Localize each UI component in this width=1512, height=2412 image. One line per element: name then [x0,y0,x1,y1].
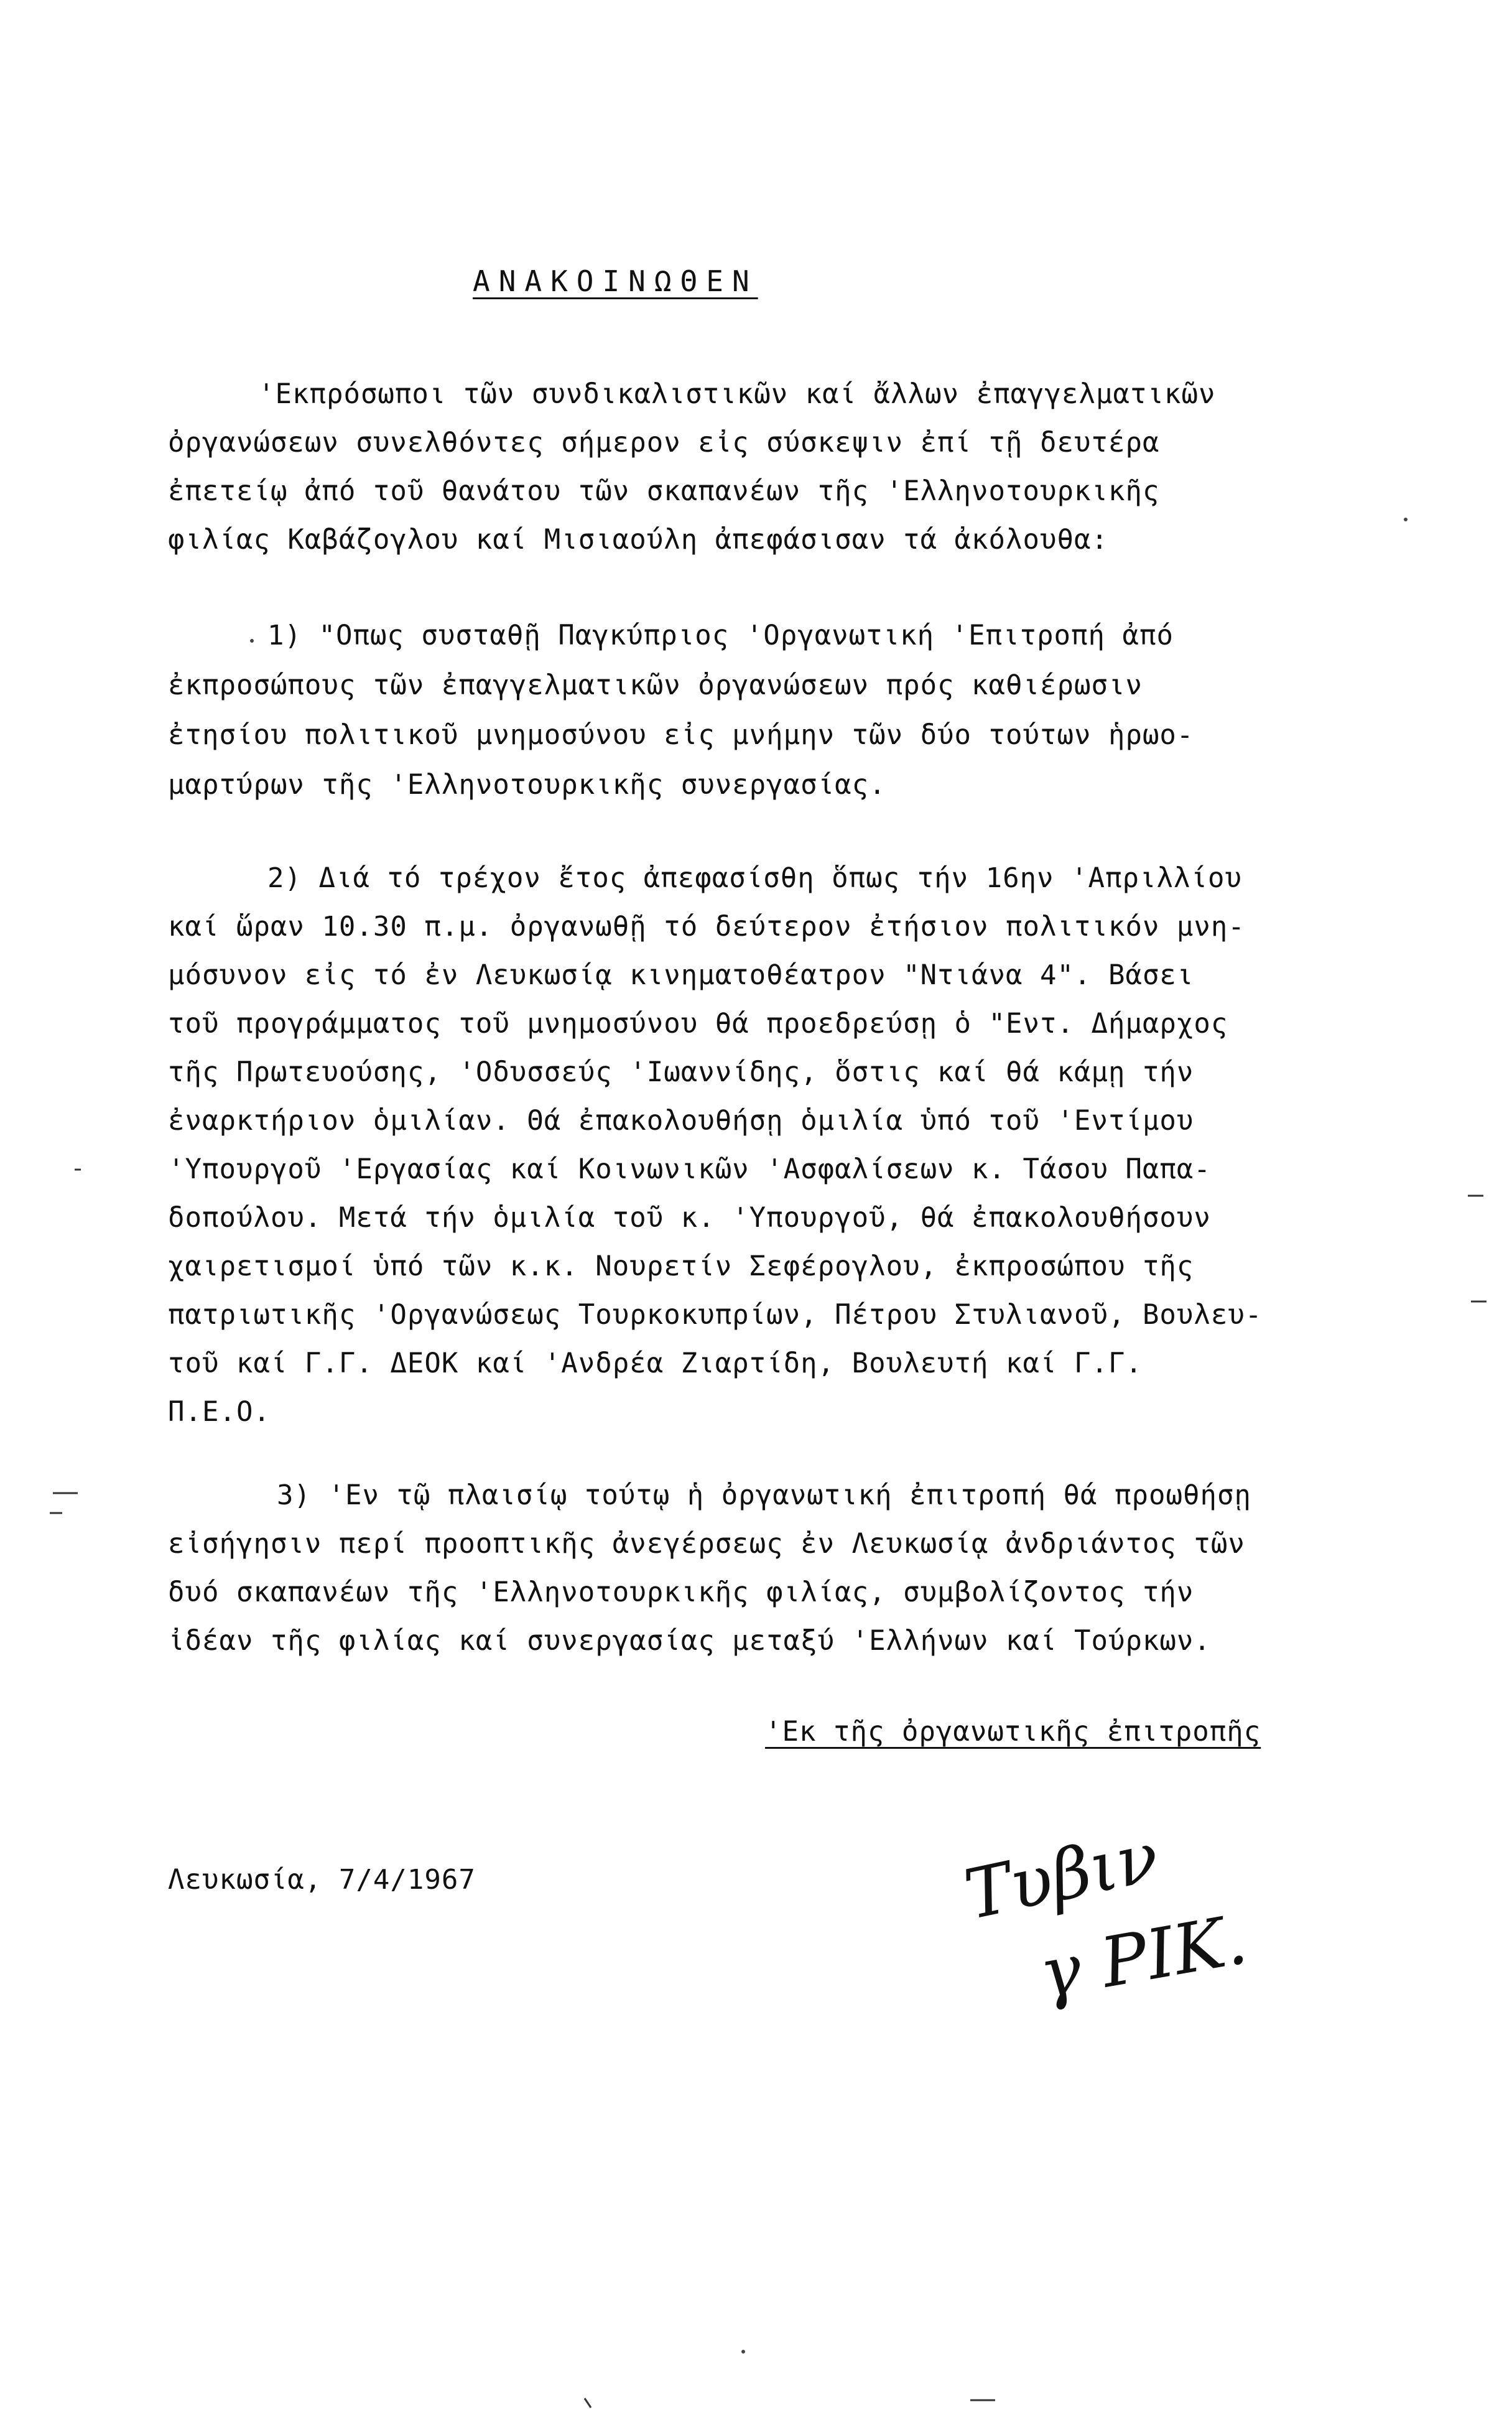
intro-line-2: ὀργανώσεων συνελθόντες σήμερον εἰς σύσκεψιν ἐπί τῇ δευτέρα [168,427,1160,459]
item2-line-11: τοῦ καί Γ.Γ. ΔΕΟΚ καί 'Ανδρέα Ζιαρτίδη, Βουλευτή καί Γ.Γ. [168,1348,1143,1379]
item2-line-4: τοῦ προγράμματος τοῦ μνημοσύνου θά προεδρεύσῃ ὁ "Εντ. Δήμαρχος [168,1008,1228,1040]
item2-line-6: ἐναρκτήριον ὁμιλίαν. Θά ἐπακολουθήσῃ ὁμιλία ὑπό τοῦ 'Εντίμου [168,1105,1194,1137]
handwritten-note-line-2: γ ΡΙΚ. [1033,1899,1253,2014]
item2-line-9: χαιρετισμοί ὑπό τῶν κ.κ. Νουρετίν Σεφέρογλου, ἐκπροσώπου τῆς [168,1250,1194,1282]
intro-line-1: 'Εκπρόσωποι τῶν συνδικαλιστικῶν καί ἄλλων ἐπαγγελματικῶν [258,378,1216,410]
item2-line-8: δοπούλου. Μετά τήν ὁμιλία τοῦ κ. 'Υπουργοῦ, θά ἐπακολουθήσουν [168,1202,1211,1234]
signature-line: 'Εκ τῆς ὀργανωτικῆς ἐπιτροπῆς [765,1716,1261,1748]
item1-line-3: ἐτησίου πολιτικοῦ μνημοσύνου εἰς μνήμην τῶν δύο τούτων ἡρωο- [168,719,1194,751]
item2-line-10: πατριωτικῆς 'Οργανώσεως Τουρκοκυπρίων, Πέτρου Στυλιανοῦ, Βουλευ- [168,1299,1263,1331]
item3-line-1: 3) 'Εν τῷ πλαισίῳ τούτῳ ἡ ὀργανωτική ἐπιτροπή θά προωθήσῃ [277,1479,1251,1511]
item2-line-12: Π.Ε.Ο. [168,1396,271,1428]
place-date: Λευκωσία, 7/4/1967 [168,1864,476,1896]
item3-line-3: δυό σκαπανέων τῆς 'Ελληνοτουρκικῆς φιλίας, συμβολίζοντος τήν [168,1576,1194,1608]
item3-line-4: ἰδέαν τῆς φιλίας καί συνεργασίας μεταξύ 'Ελλήνων καί Τούρκων. [168,1625,1211,1657]
document-title: ΑΝΑΚΟΙΝΩΘΕΝ [473,264,758,298]
item3-line-2: εἰσήγησιν περί προοπτικῆς ἀνεγέρσεως ἐν Λευκωσίᾳ ἀνδριάντος τῶν [168,1528,1245,1560]
item2-line-2: καί ὥραν 10.30 π.μ. ὀργανωθῇ τό δεύτερον ἐτήσιον πολιτικόν μνη- [168,911,1245,943]
intro-line-4: φιλίας Καβάζογλου καί Μισιαούλη ἀπεφάσισαν τά ἀκόλουθα: [168,524,1108,556]
item2-line-5: τῆς Πρωτευούσης, 'Οδυσσεύς 'Ιωαννίδης, ὅστις καί θά κάμῃ τήν [168,1056,1194,1088]
item1-line-1: 1) "Οπως συσταθῇ Παγκύπριος 'Οργανωτική 'Επιτροπή ἀπό [267,620,1174,651]
item1-line-2: ἐκπροσώπους τῶν ἐπαγγελματικῶν ὀργανώσεων πρός καθιέρωσιν [168,669,1143,701]
intro-line-3: ἐπετείῳ ἀπό τοῦ θανάτου τῶν σκαπανέων τῆς 'Ελληνοτουρκικῆς [168,475,1160,507]
item2-line-3: μόσυνον εἰς τό ἐν Λευκωσίᾳ κινηματοθέατρον "Ντιάνα 4". Βάσει [168,959,1194,991]
item1-line-4: μαρτύρων τῆς 'Ελληνοτουρκικῆς συνεργασίας. [168,769,886,801]
item2-line-7: 'Υπουργοῦ 'Εργασίας καί Κοινωνικῶν 'Ασφαλίσεων κ. Τάσου Παπα- [168,1153,1211,1185]
item2-line-1: 2) Διά τό τρέχον ἔτος ἀπεφασίσθη ὅπως τήν 16ην 'Απριλλίου [267,862,1242,894]
handwritten-note-line-1: Τυβιν [958,1816,1166,1935]
